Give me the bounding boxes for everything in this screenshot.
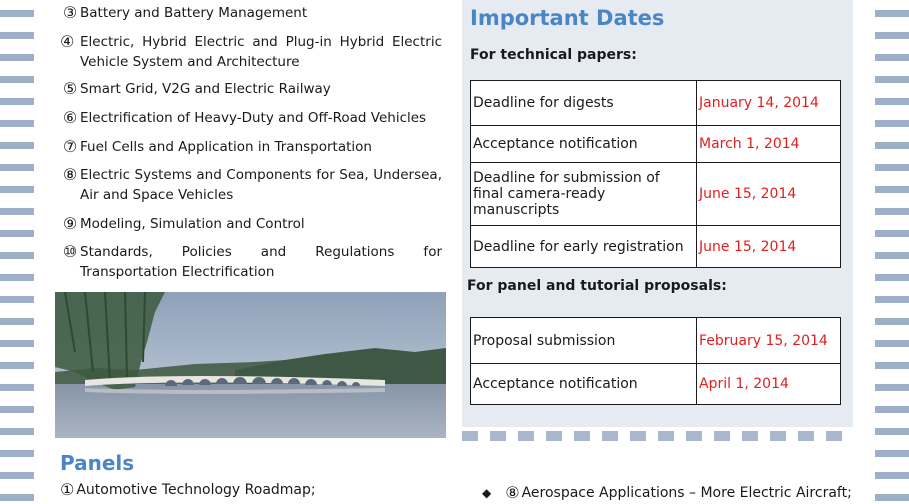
topic-item	[60, 137, 442, 157]
date-value: January 14, 2014	[697, 81, 841, 126]
topic-number: ⑦	[62, 137, 78, 156]
topic-item	[60, 79, 442, 99]
panel-text: Aerospace Applications – More Electric Aircraft;	[521, 485, 852, 501]
date-label: Deadline for early registration	[471, 226, 697, 268]
date-label: Deadline for digests	[471, 81, 697, 126]
table-row	[471, 81, 841, 126]
topic-text: Modeling, Simulation and Control	[80, 216, 305, 232]
table-row	[471, 318, 841, 364]
topic-number: ⑥	[62, 108, 78, 127]
topic-text: Electric Systems and Components for Sea, Undersea, Air and Space Vehicles	[80, 167, 442, 203]
date-value: June 15, 2014	[697, 226, 841, 268]
left-dashed-border	[0, 0, 55, 504]
topic-item	[60, 165, 442, 205]
date-value: June 15, 2014	[697, 163, 841, 226]
topic-text: Smart Grid, V2G and Electric Railway	[80, 81, 331, 97]
topic-number: ④	[60, 32, 75, 51]
bridge-photo	[55, 292, 446, 438]
topic-number: ⑧	[62, 165, 78, 184]
panel-item	[60, 480, 316, 500]
date-value: February 15, 2014	[697, 318, 841, 364]
date-label: Proposal submission	[471, 318, 697, 364]
topic-number: ⑤	[62, 79, 78, 98]
proposals-heading: For panel and tutorial proposals:	[467, 278, 727, 294]
topic-item	[60, 32, 442, 72]
topic-item	[60, 214, 442, 234]
panel-number: ①	[60, 480, 75, 499]
topic-text: Electrification of Heavy-Duty and Off-Road Vehicles	[80, 110, 427, 126]
date-value: March 1, 2014	[697, 126, 841, 163]
panel-dashed-border	[462, 431, 853, 441]
right-dashed-border	[852, 0, 909, 504]
topic-number: ⑨	[62, 214, 78, 233]
panel-number: ⑧	[505, 483, 520, 502]
topic-text: Electric, Hybrid Electric and Plug-in Hybrid Electric Vehicle System and Architecture	[80, 34, 442, 70]
topic-text: Standards, Policies and Regulations for Transportation Electrification	[80, 244, 442, 280]
date-label: Acceptance notification	[471, 126, 697, 163]
proposal-dates-table	[470, 317, 841, 405]
topic-item	[60, 242, 442, 282]
panel-text: Automotive Technology Roadmap;	[76, 482, 316, 498]
panels-title: Panels	[60, 451, 135, 475]
date-label: Acceptance notification	[471, 364, 697, 405]
date-value: April 1, 2014	[697, 364, 841, 405]
technical-papers-heading: For technical papers:	[470, 47, 637, 63]
technical-dates-table	[470, 80, 841, 268]
table-row	[471, 163, 841, 226]
table-row	[471, 126, 841, 163]
topic-text: Battery and Battery Management	[80, 5, 308, 21]
table-row	[471, 226, 841, 268]
topic-item	[60, 3, 442, 23]
panel-item	[482, 483, 852, 503]
topic-number: ⑩	[62, 242, 78, 261]
topic-number: ③	[62, 3, 78, 22]
topic-item	[60, 108, 442, 128]
important-dates-title: Important Dates	[470, 6, 665, 30]
table-row	[471, 364, 841, 405]
topic-text: Fuel Cells and Application in Transportation	[80, 139, 372, 155]
diamond-bullet-icon: ◆	[482, 486, 492, 500]
date-label: Deadline for submission of final camera-ready manuscripts	[471, 163, 697, 226]
